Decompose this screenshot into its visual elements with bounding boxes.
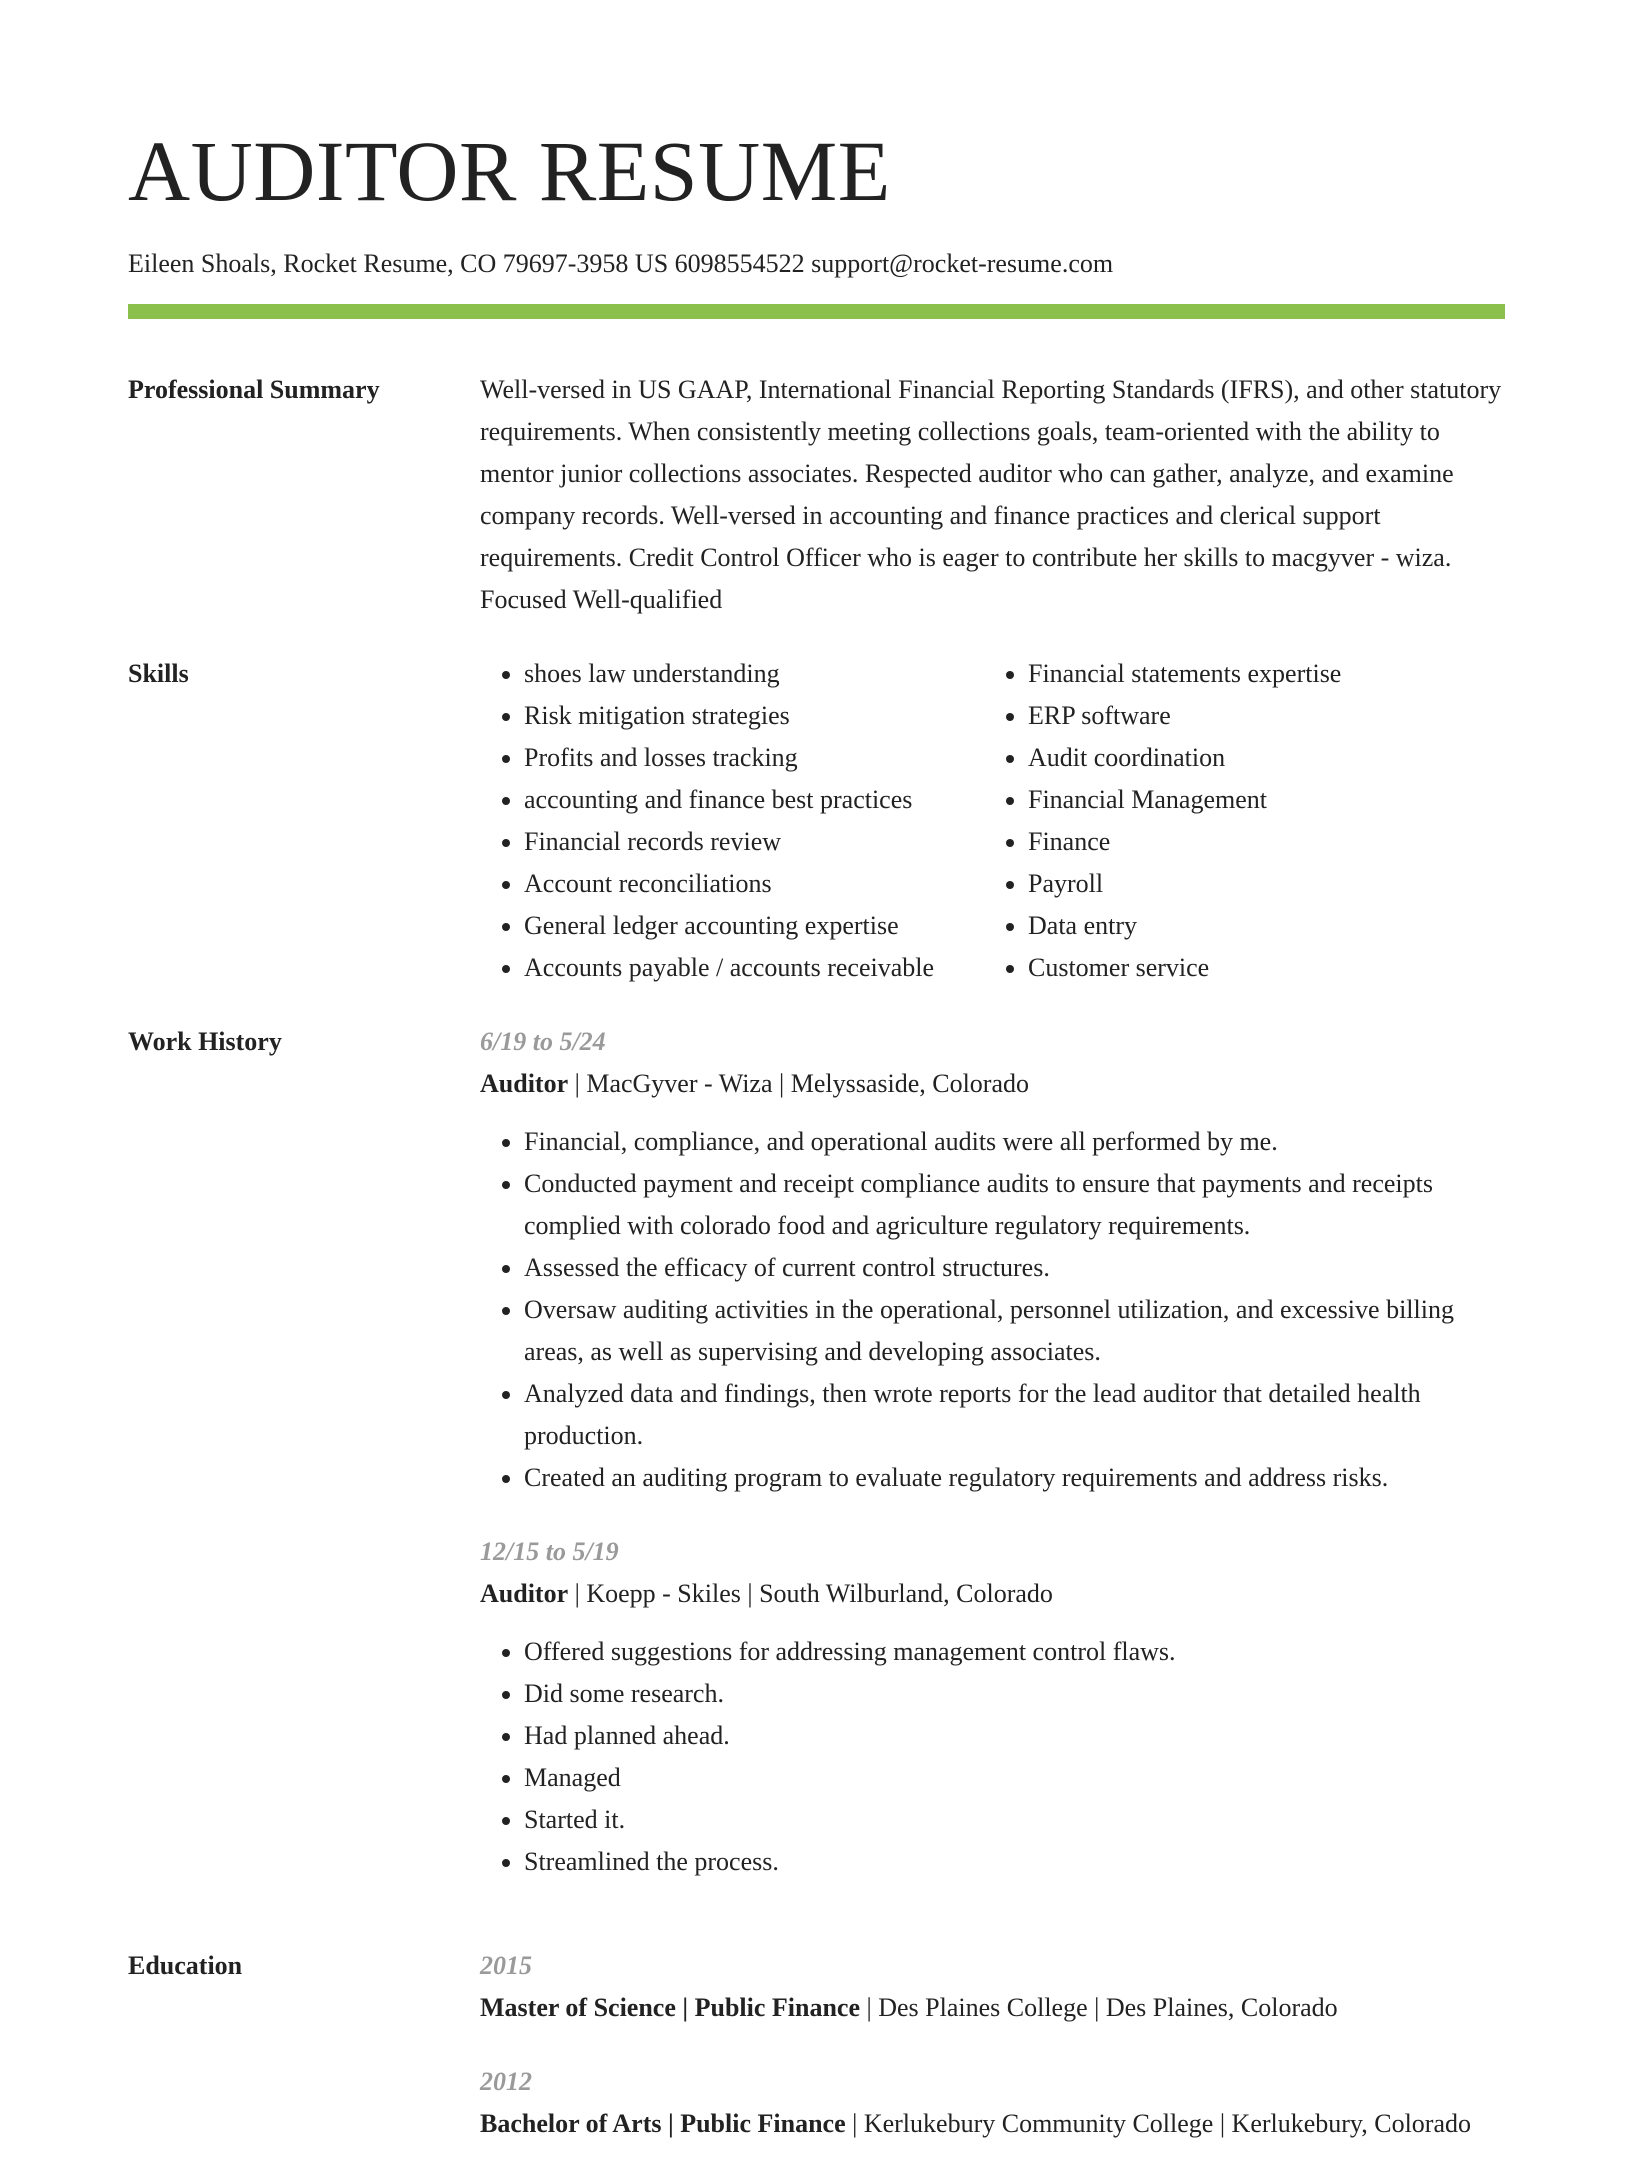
education-heading: Education xyxy=(128,1951,243,1980)
skills-section xyxy=(128,653,1505,989)
skill-item: • General ledger accounting expertise xyxy=(524,905,984,947)
job-details: | Koepp - Skiles | South Wilburland, Colorado xyxy=(568,1579,1053,1608)
contact-line: Eileen Shoals, Rocket Resume, CO 79697-3958 US 6098554522 support@rocket-resume.com xyxy=(128,249,1114,278)
summary-section xyxy=(128,369,1505,621)
skill-item: • Account reconciliations xyxy=(524,863,984,905)
skill-item: • Financial records review xyxy=(524,821,984,863)
skill-item: • Risk mitigation strategies xyxy=(524,695,984,737)
job-title: Auditor xyxy=(480,1579,569,1608)
skill-item: • Payroll xyxy=(1028,863,1505,905)
skill-item: • Data entry xyxy=(1028,905,1505,947)
education-year: 2015 xyxy=(480,1951,532,1980)
education-details: | Des Plaines College | Des Plaines, Colorado xyxy=(860,1993,1338,2022)
education-details: | Kerlukebury Community College | Kerlukebury, Colorado xyxy=(845,2109,1472,2138)
skill-item: • Accounts payable / accounts receivable xyxy=(524,947,984,989)
skills-heading: Skills xyxy=(128,659,189,688)
job-bullet: • Had planned ahead. xyxy=(524,1715,1505,1757)
resume-page xyxy=(128,0,1505,2177)
education-header xyxy=(480,1987,1505,2029)
job-bullet: • Offered suggestions for addressing management control flaws. xyxy=(524,1631,1505,1673)
job-dates: 12/15 to 5/19 xyxy=(480,1537,619,1566)
work-history-section xyxy=(128,1021,1505,1915)
job-bullets xyxy=(480,1631,1505,1883)
job-bullet: • Oversaw auditing activities in the operational, personnel utilization, and excessive billing areas, as well as supervising and developing associates. xyxy=(524,1289,1505,1373)
job-bullet: • Analyzed data and findings, then wrote reports for the lead auditor that detailed health production. xyxy=(524,1373,1505,1457)
education-entry xyxy=(480,2061,1505,2145)
skills-grid xyxy=(480,653,1505,989)
skill-item: • Financial Management xyxy=(1028,779,1505,821)
skill-item: • ERP software xyxy=(1028,695,1505,737)
job-bullet: • Financial, compliance, and operational audits were all performed by me. xyxy=(524,1121,1505,1163)
job-bullet: • Streamlined the process. xyxy=(524,1841,1505,1883)
job-header xyxy=(480,1573,1505,1615)
job-bullet: • Started it. xyxy=(524,1799,1505,1841)
skill-item: • accounting and finance best practices xyxy=(524,779,984,821)
job-entry xyxy=(480,1531,1505,1883)
job-bullet: • Assessed the efficacy of current control structures. xyxy=(524,1247,1505,1289)
job-bullet: • Managed xyxy=(524,1757,1505,1799)
job-entry xyxy=(480,1021,1505,1499)
job-title: Auditor xyxy=(480,1069,569,1098)
job-bullet: • Conducted payment and receipt compliance audits to ensure that payments and receipts complied with colorado food and agriculture regulatory requirements. xyxy=(524,1163,1505,1247)
education-degree: Master of Science | Public Finance xyxy=(480,1993,861,2022)
job-details: | MacGyver - Wiza | Melyssaside, Colorado xyxy=(568,1069,1030,1098)
skill-item: • Profits and losses tracking xyxy=(524,737,984,779)
skill-item: • Customer service xyxy=(1028,947,1505,989)
summary-heading: Professional Summary xyxy=(128,375,380,404)
job-dates: 6/19 to 5/24 xyxy=(480,1027,606,1056)
skills-column-right xyxy=(984,653,1505,989)
resume-title: AUDITOR RESUME xyxy=(128,123,891,219)
job-header xyxy=(480,1063,1505,1105)
skills-column-left xyxy=(480,653,984,989)
summary-text: Well-versed in US GAAP, International Financial Reporting Standards (IFRS), and other statutory requirements. When consistently meeting collections goals, team-oriented with the ability to mentor junior collections associates. Respected auditor who can gather, analyze, and examine company records. Well-versed in accounting and finance practices and clerical support requirements. Credit Control Officer who is eager to contribute her skills to macgyver - wiza. Focused Well-qualified xyxy=(480,375,1502,614)
work-history-heading: Work History xyxy=(128,1027,282,1056)
skill-item: • shoes law understanding xyxy=(524,653,984,695)
education-degree: Bachelor of Arts | Public Finance xyxy=(480,2109,846,2138)
job-bullet: • Created an auditing program to evaluate regulatory requirements and address risks. xyxy=(524,1457,1505,1499)
accent-divider xyxy=(128,304,1505,319)
education-section xyxy=(128,1945,1505,2177)
skill-item: • Finance xyxy=(1028,821,1505,863)
education-year: 2012 xyxy=(480,2067,532,2096)
skill-item: • Financial statements expertise xyxy=(1028,653,1505,695)
skill-item: • Audit coordination xyxy=(1028,737,1505,779)
job-bullet: • Did some research. xyxy=(524,1673,1505,1715)
education-entry xyxy=(480,1945,1505,2029)
job-bullets xyxy=(480,1121,1505,1499)
education-header xyxy=(480,2103,1505,2145)
